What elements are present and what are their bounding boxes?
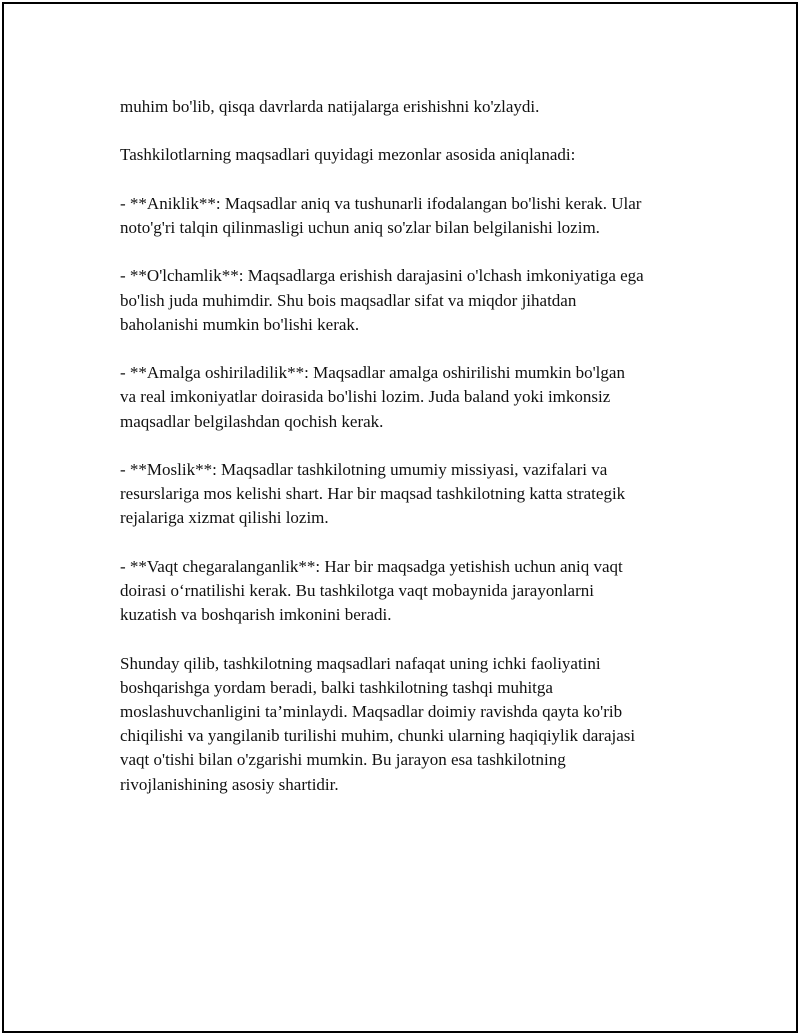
paragraph-intro-continuation: muhim bo'lib, qisqa davrlarda natijalarga erishishni ko'zlaydi. xyxy=(120,97,540,116)
list-item-amalga-oshiriladilik: - **Amalga oshiriladilik**: Maqsadlar amalga oshirilishi mumkin bo'lgan va real imkoniyatlar doirasida bo'lishi lozim. Juda baland yoki imkonsiz maqsadlar belgilashdan qochish kerak. xyxy=(120,363,625,431)
list-item-vaqt-chegaralanganlik: - **Vaqt chegaralanganlik**: Har bir maqsadga yetishish uchun aniq vaqt doirasi o‘rnatilishi kerak. Bu tashkilotga vaqt mobaynida jarayonlarni kuzatish va boshqarish imkonini beradi. xyxy=(120,556,623,625)
paragraph-conclusion: Shunday qilib, tashkilotning maqsadlari nafaqat uning ichki faoliyatini boshqarishga yordam beradi, balki tashkilotning tashqi muhitga moslashuvchanligini ta’minlaydi. Maqsadlar doimiy ravishda qayta ko'rib chiqilishi va yangilanib turilishi muhim, chunki ularning haqiqiylik darajasi vaqt o'tishi bilan o'zgarishi mumkin. Bu jarayon esa tashkilotning rivojlanishining asosiy shartidir. xyxy=(120,653,636,794)
list-item-moslik: - **Moslik**: Maqsadlar tashkilotning umumiy missiyasi, vazifalari va resurslariga mos kelishi shart. Har bir maqsad tashkilotning katta strategik rejalariga xizmat qilishi lozim. xyxy=(120,459,626,528)
list-item-olchamlik: - **O'lchamlik**: Maqsadlarga erishish darajasini o'lchash imkoniyatiga ega bo'lish juda muhimdir. Shu bois maqsadlar sifat va miqdor jihatdan baholanishi mumkin bo'lishi kerak. xyxy=(120,266,644,334)
document-page xyxy=(2,2,798,1033)
document-body xyxy=(120,95,720,821)
paragraph-criteria-intro: Tashkilotlarning maqsadlari quyidagi mezonlar asosida aniqlanadi: xyxy=(120,145,576,165)
list-item-aniklik: - **Aniklik**: Maqsadlar aniq va tushunarli ifodalangan bo'lishi kerak. Ular noto'g'ri talqin qilinmasligi uchun aniq so'zlar bilan belgilanishi lozim. xyxy=(120,193,642,237)
